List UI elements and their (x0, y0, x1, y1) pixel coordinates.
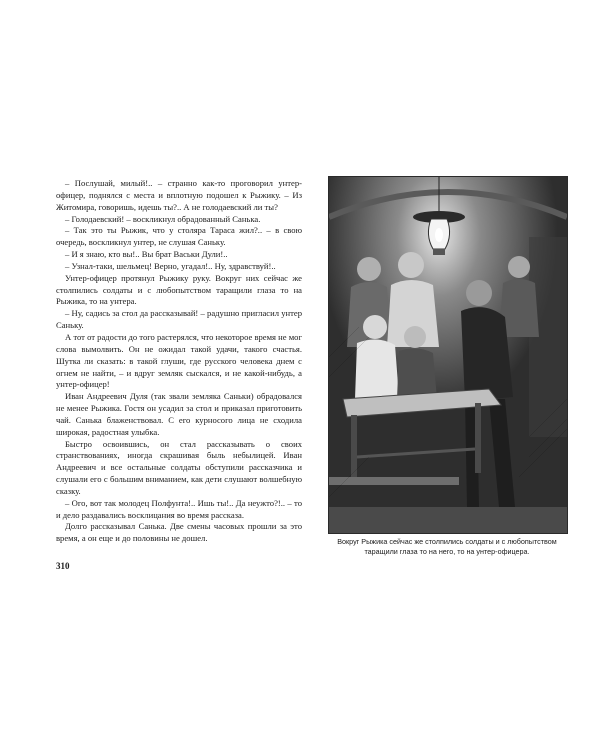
paragraph-3: – Так это ты Рыжик, что у столяра Тараса жил?.. – в свою очередь, воскликнул унтер, не слушая Саньку. (56, 225, 302, 248)
paragraph-7: – Ну, садись за стол да рассказывай! – радушно пригласил унтер Саньку. (56, 308, 302, 331)
paragraph-6: Унтер-офицер протянул Рыжику руку. Вокруг них сейчас же столпились солдаты и с любопытством таращили глаза то на Рыжика, то на унтера. (56, 272, 302, 307)
illustration-drawing (329, 177, 567, 533)
paragraph-5: – Узнал-таки, шельмец! Верно, угадал!.. Ну, здравствуй!.. (65, 260, 276, 271)
bench (329, 477, 459, 485)
floor (329, 507, 567, 533)
paragraph-1: – Послушай, милый!.. – странно как-то проговорил унтер-офицер, поднялся с места и вплотную подошел к Рыжику. – Из Житомира, говоришь, идешь ты?.. А не голодаевский ли ты? (56, 178, 302, 212)
paragraph-10: Быстро освоившись, он стал рассказывать о своих странствованиях, иногда скрашивая быль небылицей. Иван Андреевич и все остальные солдаты обступили рассказчика и слушали его с большим вниманием, как дети слушают волшебную сказку. (56, 438, 302, 496)
paragraph-12: Долго рассказывал Санька. Две смены часовых прошли за это время, а он еще и до половины не дошел. (56, 521, 302, 544)
paragraph-4: – И я знаю, кто вы!.. Вы брат Васьки Дули!.. (65, 249, 228, 260)
story-text-column (56, 178, 302, 545)
paragraph-2: – Голодаевский! – воскликнул обрадованный Санька. (65, 213, 261, 224)
illustration-caption: Вокруг Рыжика сейчас же столпились солдаты и с любопытством таращили глаза то на него, то на унтер-офицера. (337, 537, 557, 556)
page-number: 310 (56, 561, 70, 571)
paragraph-11: – Ого, вот так молодец Полфунта!.. Ишь ты!.. Да неужто?!.. – то и дело раздавались восклицания во время рассказа. (56, 497, 302, 520)
illustration (328, 176, 568, 534)
paragraph-8: А тот от радости до того растерялся, что некоторое время не мог слова вымолвить. Он не ожидал такой удачи, такого счастья. Шутка ли сказать: в такой глуши, где русского человека днем с огнем не найти, – и вдруг земляк сыскался, и не какой-нибудь, а унтер-офицер! (56, 331, 302, 390)
paragraph-9: Иван Андреевич Дуля (так звали земляка Саньки) обрадовался не менее Рыжика. Гостя он усадил за стол и приказал приготовить чай. Санька блаженствовал. С его курносого лица не сходила широкая, радостная улыбка. (56, 391, 302, 437)
